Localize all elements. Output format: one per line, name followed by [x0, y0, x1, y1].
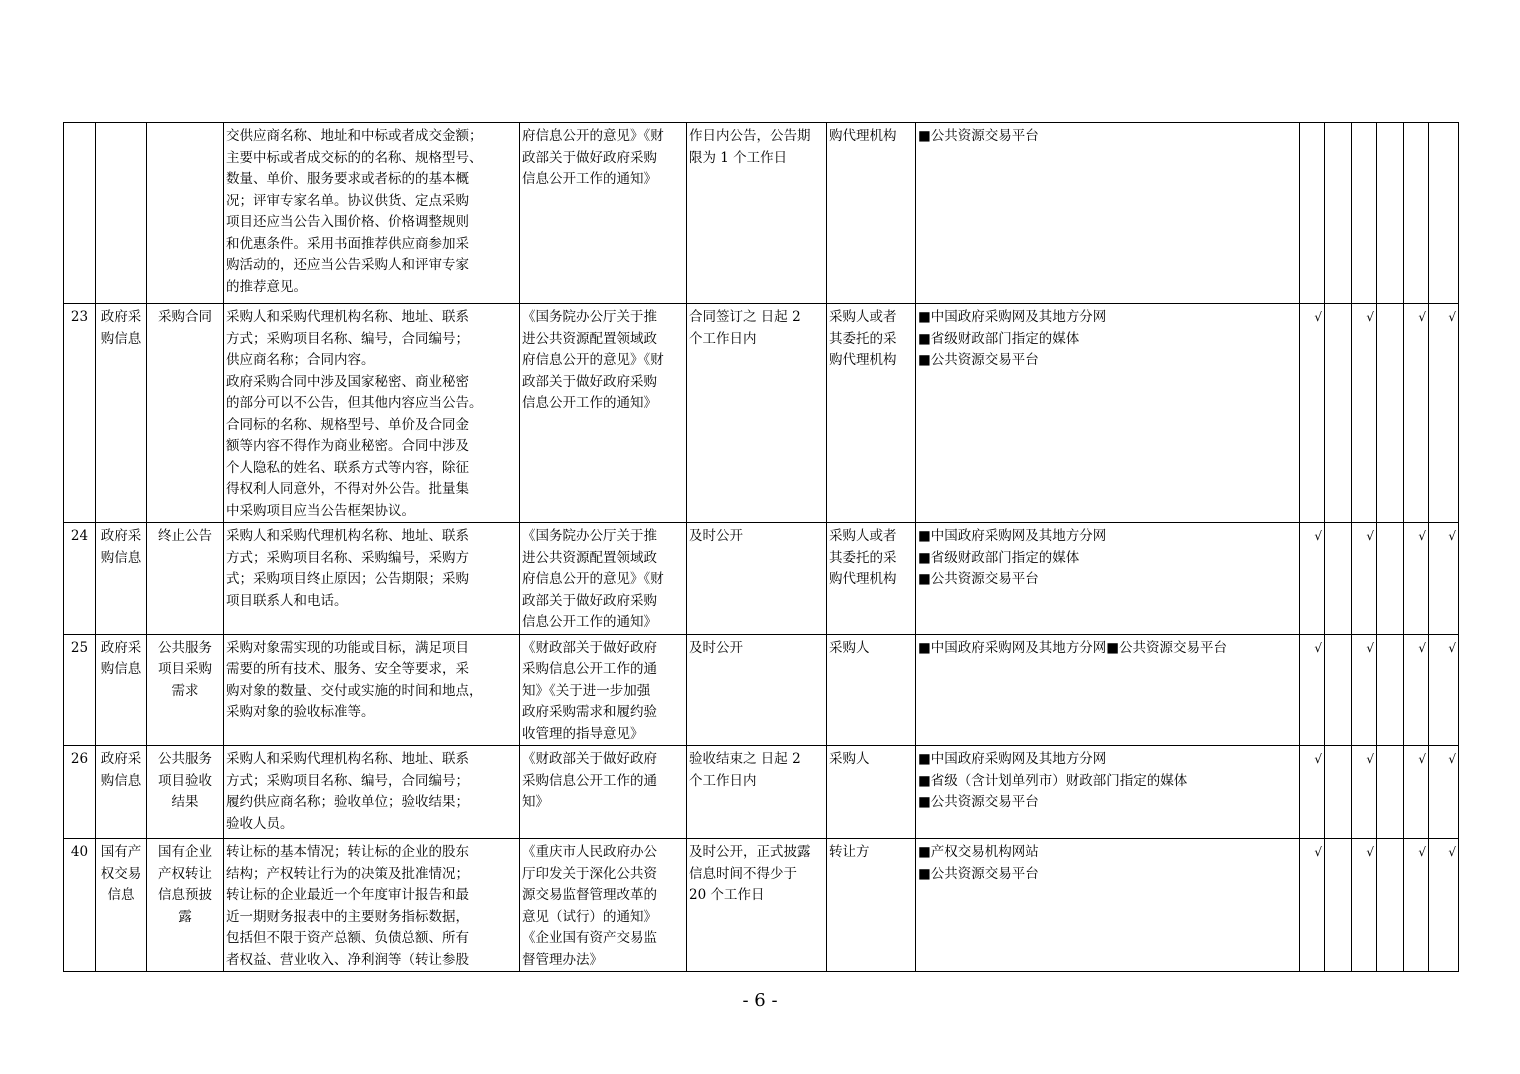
check-cell [1377, 839, 1404, 972]
check-cell [1404, 523, 1429, 635]
item-line: 项目采购 [158, 661, 212, 677]
check-cell [1300, 634, 1325, 746]
checkmark-icon: √ [1448, 529, 1456, 543]
basis-line: 采购信息公开工作的通 [522, 772, 657, 789]
check-cell [1377, 304, 1404, 523]
cell-time: 及时公开 [687, 634, 827, 746]
checkmark-icon: √ [1448, 845, 1456, 859]
checkmark-icon: √ [1314, 310, 1322, 324]
category-line: 信息 [107, 887, 135, 903]
channel-item: ■省级（含计划单列市）财政部门指定的媒体 [918, 772, 1188, 789]
disclosure-table [63, 122, 1459, 972]
check-cell [1325, 634, 1352, 746]
channel-item: ■中国政府采购网及其地方分网■公共资源交易平台 [918, 639, 1228, 656]
check-cell [1429, 746, 1459, 839]
cell-time [687, 746, 827, 839]
content-line: 转让标的企业最近一个年度审计报告和最 [226, 887, 469, 903]
basis-line: 《重庆市人民政府办公 [522, 844, 657, 860]
check-cell [1377, 123, 1404, 304]
channel-item: ■中国政府采购网及其地方分网 [918, 309, 1107, 325]
check-cell [1300, 839, 1325, 972]
time-line: 合同签订之 日起 2 [689, 309, 801, 325]
content-line: 方式；采购项目名称、编号，合同编号； [226, 772, 469, 789]
checkmark-icon: √ [1448, 310, 1456, 324]
basis-line: 《国务院办公厅关于推 [522, 309, 657, 325]
content-line: 采购对象需实现的功能或目标，满足项目 [226, 639, 469, 656]
item-line: 公共服务 [158, 639, 212, 656]
content-line: 项目还应当公告入围价格、价格调整规则 [226, 214, 469, 230]
channel-item: ■公共资源交易平台 [918, 571, 1039, 587]
cell-category [96, 839, 147, 972]
cell-category [96, 123, 147, 304]
content-line: 验收人员。 [226, 815, 294, 832]
cell-basis [520, 634, 687, 746]
cell-no: 40 [64, 839, 96, 972]
cell-item: 终止公告 [147, 523, 224, 635]
table-row [64, 304, 1459, 523]
cell-category [96, 746, 147, 839]
content-line: 购对象的数量、交付或实施的时间和地点， [226, 682, 483, 699]
basis-line: 进公共资源配置领域政 [522, 549, 657, 566]
cell-time [687, 304, 827, 523]
cell-time [687, 839, 827, 972]
content-line: 主要中标或者成交标的的名称、规格型号、 [226, 149, 483, 166]
item-line: 露 [178, 908, 192, 925]
basis-line: 信息公开工作的通知》 [522, 395, 657, 411]
channel-item: ■公共资源交易平台 [918, 352, 1039, 368]
content-line: 近一期财务报表中的主要财务指标数据， [226, 908, 469, 925]
checkmark-icon: √ [1418, 845, 1426, 859]
time-line: 个工作日内 [689, 330, 757, 347]
cell-basis [520, 523, 687, 635]
checkmark-icon: √ [1418, 752, 1426, 766]
category-line: 政府采 [100, 751, 142, 767]
subject-line: 采购人或者 [829, 528, 897, 544]
basis-line: 府信息公开的意见》《财 [522, 128, 664, 144]
basis-line: 政府采购需求和履约验 [522, 704, 657, 720]
cell-channels [916, 523, 1300, 635]
basis-line: 意见（试行）的通知》 [522, 908, 657, 925]
cell-subject [827, 304, 916, 523]
category-line: 政府采 [100, 639, 142, 656]
cell-category [96, 304, 147, 523]
channel-item: ■中国政府采购网及其地方分网 [918, 751, 1107, 767]
check-cell [1404, 304, 1429, 523]
checkmark-icon: √ [1366, 752, 1374, 766]
check-cell [1377, 634, 1404, 746]
cell-item [147, 634, 224, 746]
content-line: 的部分可以不公告，但其他内容应当公告。 [226, 395, 483, 411]
check-cell [1300, 123, 1325, 304]
table-row [64, 523, 1459, 635]
check-cell [1300, 746, 1325, 839]
checkmark-icon: √ [1366, 310, 1374, 324]
content-line: 采购人和采购代理机构名称、地址、联系 [226, 309, 469, 325]
check-cell [1325, 746, 1352, 839]
channel-item: ■公共资源交易平台 [918, 865, 1039, 882]
content-line: 购活动的，还应当公告采购人和评审专家 [226, 257, 469, 273]
category-line: 政府采 [100, 528, 142, 544]
category-line: 国有产 [100, 844, 142, 860]
basis-line: 知》 [522, 794, 549, 810]
cell-item [147, 123, 224, 304]
cell-no [64, 123, 96, 304]
item-line: 结果 [171, 794, 199, 810]
content-line: 包括但不限于资产总额、负债总额、所有 [226, 930, 469, 946]
content-line: 结构；产权转让行为的决策及批准情况； [226, 865, 469, 882]
basis-line: 进公共资源配置领域政 [522, 330, 657, 347]
check-cell [1352, 523, 1377, 635]
cell-subject: 购代理机构 [827, 123, 916, 304]
cell-channels [916, 304, 1300, 523]
cell-no: 26 [64, 746, 96, 839]
category-line: 政府采 [100, 309, 142, 325]
checkmark-icon: √ [1366, 845, 1374, 859]
subject-line: 购代理机构 [829, 352, 897, 368]
check-cell [1300, 304, 1325, 523]
cell-subject: 采购人 [827, 746, 916, 839]
item-line: 信息预披 [158, 887, 212, 903]
check-cell [1429, 523, 1459, 635]
basis-line: 府信息公开的意见》《财 [522, 352, 664, 368]
cell-subject: 转让方 [827, 839, 916, 972]
content-line: 采购对象的验收标准等。 [226, 704, 375, 720]
check-cell [1352, 746, 1377, 839]
time-line: 限为 1 个工作日 [689, 149, 788, 166]
cell-channels [916, 839, 1300, 972]
cell-basis [520, 304, 687, 523]
cell-content [224, 123, 520, 304]
channel-item: ■产权交易机构网站 [918, 844, 1039, 860]
cell-basis [520, 839, 687, 972]
check-cell [1404, 839, 1429, 972]
item-line: 产权转让 [158, 865, 212, 882]
content-line: 需要的所有技术、服务、安全等要求，采 [226, 661, 469, 677]
channel-item: ■公共资源交易平台 [918, 794, 1039, 810]
check-cell [1300, 523, 1325, 635]
item-line: 需求 [171, 682, 199, 699]
check-cell [1404, 123, 1429, 304]
channel-item: ■公共资源交易平台 [918, 128, 1039, 144]
content-line: 得权利人同意外，不得对外公告。批量集 [226, 481, 469, 497]
check-cell [1325, 123, 1352, 304]
checkmark-icon: √ [1314, 640, 1322, 655]
content-line: 数量、单价、服务要求或者标的的基本概 [226, 171, 469, 187]
check-cell [1352, 304, 1377, 523]
subject-line: 采购人或者 [829, 309, 897, 325]
check-cell [1404, 634, 1429, 746]
cell-content [224, 634, 520, 746]
content-line: 履约供应商名称；验收单位；验收结果； [226, 794, 469, 810]
cell-basis [520, 123, 687, 304]
cell-subject: 采购人 [827, 634, 916, 746]
check-cell [1429, 304, 1459, 523]
time-line: 信息时间不得少于 [689, 865, 797, 882]
basis-line: 《财政部关于做好政府 [522, 639, 657, 656]
channel-item: ■省级财政部门指定的媒体 [918, 549, 1080, 566]
category-line: 购信息 [100, 772, 142, 789]
subject-line: 购代理机构 [829, 571, 897, 587]
cell-no: 23 [64, 304, 96, 523]
table-row [64, 746, 1459, 839]
cell-item [147, 839, 224, 972]
category-line: 购信息 [100, 549, 142, 566]
table-row [64, 123, 1459, 304]
basis-line: 《国务院办公厅关于推 [522, 528, 657, 544]
cell-item [147, 746, 224, 839]
content-line: 合同标的名称、规格型号、单价及合同金 [226, 416, 469, 433]
time-line: 20 个工作日 [689, 887, 765, 903]
basis-line: 《企业国有资产交易监 [522, 930, 657, 946]
checkmark-icon: √ [1448, 752, 1456, 766]
content-line: 的推荐意见。 [226, 278, 307, 295]
content-line: 额等内容不得作为商业秘密。合同中涉及 [226, 438, 469, 454]
checkmark-icon: √ [1366, 640, 1374, 655]
content-line: 政府采购合同中涉及国家秘密、商业秘密 [226, 373, 469, 390]
checkmark-icon: √ [1448, 640, 1456, 655]
checkmark-icon: √ [1314, 529, 1322, 543]
check-cell [1429, 839, 1459, 972]
channel-item: ■中国政府采购网及其地方分网 [918, 528, 1107, 544]
cell-channels [916, 123, 1300, 304]
checkmark-icon: √ [1418, 529, 1426, 543]
check-cell [1325, 523, 1352, 635]
cell-basis [520, 746, 687, 839]
basis-line: 源交易监督管理改革的 [522, 887, 657, 903]
item-line: 国有企业 [158, 844, 212, 860]
basis-line: 知》《关于进一步加强 [522, 682, 651, 699]
basis-line: 收管理的指导意见》 [522, 725, 644, 742]
checkmark-icon: √ [1366, 529, 1374, 543]
checkmark-icon: √ [1418, 310, 1426, 324]
item-line: 项目验收 [158, 772, 212, 789]
content-line: 采购人和采购代理机构名称、地址、联系 [226, 528, 469, 544]
check-cell [1429, 123, 1459, 304]
cell-channels [916, 746, 1300, 839]
cell-content [224, 839, 520, 972]
cell-content [224, 746, 520, 839]
content-line: 式；采购项目终止原因；公告期限；采购 [226, 571, 469, 587]
check-cell [1377, 523, 1404, 635]
basis-line: 政部关于做好政府采购 [522, 373, 657, 390]
time-line: 及时公开，正式披露 [689, 844, 811, 860]
category-line: 购信息 [100, 661, 142, 677]
check-cell [1377, 746, 1404, 839]
basis-line: 信息公开工作的通知》 [522, 614, 657, 630]
cell-subject [827, 523, 916, 635]
content-line: 供应商名称；合同内容。 [226, 352, 375, 368]
content-line: 者权益、营业收入、净利润等（转让参股 [226, 951, 469, 968]
checkmark-icon: √ [1314, 845, 1322, 859]
subject-line: 其委托的采 [829, 330, 897, 347]
cell-no: 24 [64, 523, 96, 635]
basis-line: 信息公开工作的通知》 [522, 171, 657, 187]
content-line: 个人隐私的姓名、联系方式等内容，除征 [226, 459, 469, 476]
content-line: 况；评审专家名单。协议供货、定点采购 [226, 192, 469, 209]
table-row [64, 634, 1459, 746]
basis-line: 督管理办法》 [522, 951, 603, 968]
check-cell [1325, 839, 1352, 972]
cell-content [224, 523, 520, 635]
time-line: 个工作日内 [689, 772, 757, 789]
category-line: 权交易 [100, 865, 142, 882]
content-line: 交供应商名称、地址和中标或者成交金额； [226, 128, 483, 144]
content-line: 采购人和采购代理机构名称、地址、联系 [226, 751, 469, 767]
basis-line: 政部关于做好政府采购 [522, 149, 657, 166]
page-number: - 6 - [742, 990, 778, 1011]
checkmark-icon: √ [1418, 640, 1426, 655]
content-line: 方式；采购项目名称、编号，合同编号； [226, 330, 469, 347]
channel-item: ■省级财政部门指定的媒体 [918, 330, 1080, 347]
cell-time [687, 123, 827, 304]
time-line: 作日内公告，公告期 [689, 128, 811, 144]
check-cell [1352, 123, 1377, 304]
cell-item: 采购合同 [147, 304, 224, 523]
content-line: 项目联系人和电话。 [226, 592, 348, 609]
check-cell [1404, 746, 1429, 839]
category-line: 购信息 [100, 330, 142, 347]
subject-line: 其委托的采 [829, 549, 897, 566]
content-line: 方式；采购项目名称、采购编号，采购方 [226, 549, 469, 566]
content-line: 转让标的基本情况；转让标的企业的股东 [226, 844, 469, 860]
checkmark-icon: √ [1314, 752, 1322, 766]
check-cell [1352, 839, 1377, 972]
content-line: 和优惠条件。采用书面推荐供应商参加采 [226, 235, 469, 252]
cell-category [96, 523, 147, 635]
basis-line: 府信息公开的意见》《财 [522, 571, 664, 587]
basis-line: 厅印发关于深化公共资 [522, 865, 657, 882]
cell-no: 25 [64, 634, 96, 746]
basis-line: 采购信息公开工作的通 [522, 661, 657, 677]
cell-content [224, 304, 520, 523]
item-line: 公共服务 [158, 751, 212, 767]
table-row [64, 839, 1459, 972]
basis-line: 政部关于做好政府采购 [522, 592, 657, 609]
basis-line: 《财政部关于做好政府 [522, 751, 657, 767]
check-cell [1352, 634, 1377, 746]
check-cell [1325, 304, 1352, 523]
content-line: 中采购项目应当公告框架协议。 [226, 502, 415, 519]
cell-time: 及时公开 [687, 523, 827, 635]
cell-category [96, 634, 147, 746]
time-line: 验收结束之 日起 2 [689, 751, 801, 767]
cell-channels [916, 634, 1300, 746]
check-cell [1429, 634, 1459, 746]
